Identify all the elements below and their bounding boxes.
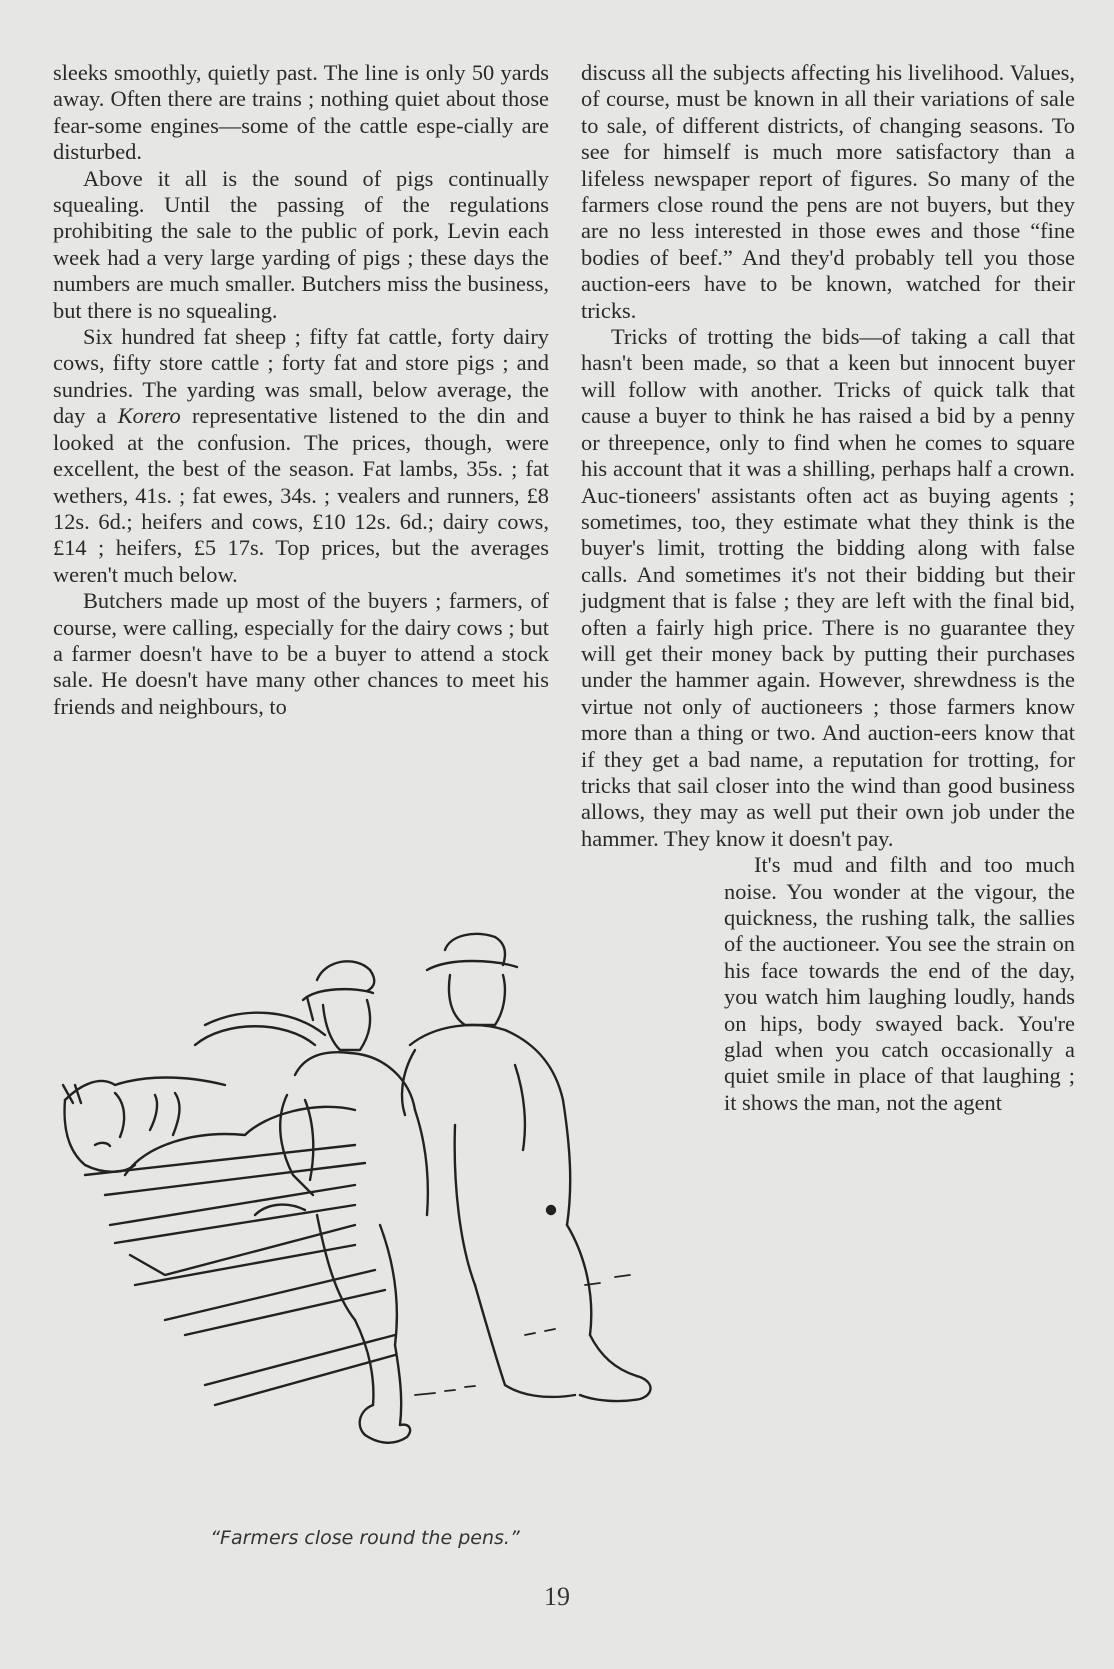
paragraph-prices	[53, 324, 549, 588]
paragraph: discuss all the subjects affecting his livelihood. Values, of course, must be known in all their variations of sale to sale, of different districts, of changing seasons. To see for himself is much more satisfactory than a lifeless newspaper report of figures. So many of the farmers close round the pens are not buyers, but they are no less interested in those ewes and those “fine bodies of beef.” And they'd probably tell you those auction-eers have to be known, watched for their tricks.	[581, 60, 1075, 323]
illustration-farmers-at-pens	[55, 925, 695, 1515]
paragraph: Butchers made up most of the buyers ; farmers, of course, were calling, especially for the dairy cows ; but a farmer doesn't have to be a buyer to attend a stock sale. He doesn't have many other chances to meet his friends and neighbours, to	[53, 588, 549, 719]
page-number: 19	[544, 1582, 570, 1611]
paragraph: It's mud and filth and too much noise. You wonder at the vigour, the quickness, the rushing talk, the sallies of the auctioneer. You see the strain on his face towards the end of the day, you watch him laughing loudly, hands on hips, body swayed back. You're glad when you catch occasionally a quiet smile in place of that laughing ; it shows the man, not the agent	[724, 852, 1075, 1115]
paragraph: sleeks smoothly, quietly past. The line is only 50 yards away. Often there are trains ; nothing quiet about those fear-some engines—some of the cattle espe-cially are disturbed.	[53, 60, 549, 165]
paragraph-text: Six hundred fat sheep ; fifty fat cattle, forty dairy cows, fifty store cattle ; forty fat and store pigs ; and sundries. The yarding was small, below average, the day a	[53, 324, 549, 429]
paragraph: Above it all is the sound of pigs continually squealing. Until the passing of the regulations prohibiting the sale to the public of pork, Levin each week had a very large yarding of pigs ; these days the numbers are much smaller. Butchers miss the business, but there is no squealing.	[53, 165, 549, 323]
paragraph-text: representative listened to the din and looked at the confusion. The prices, though, were excellent, the best of the season. Fat lambs, 35s. ; fat wethers, 41s. ; fat ewes, 34s. ; vealers and runners, £8 12s. 6d.; heifers and cows, £10 12s. 6d.; dairy cows, £14 ; heifers, £5 17s. Top prices, but the averages weren't much below.	[53, 403, 549, 587]
illustration-caption: “Farmers close round the pens.”	[210, 1527, 520, 1549]
paragraph: Tricks of trotting the bids—of taking a call that hasn't been made, so that a keen but innocent buyer will follow with another. Tricks of quick talk that cause a buyer to think he has raised a bid by a penny or threepence, only to find when he comes to square his account that it was a shilling, perhaps half a crown. Auc-tioneers' assistants often act as buying agents ; sometimes, too, they estimate what they think is the buyer's limit, trotting the bidding along with false calls. And sometimes it's not their bidding but their judgment that is false ; they are left with the final bid, often a fairly high price. There is no guarantee they will get their money back by putting their purchases under the hammer again. However, shrewdness is the virtue not only of auctioneers ; those farmers know more than a thing or two. And auction-eers know that if they get a bad name, a reputation for trotting, for tricks that sail closer into the wind than good business allows, they may as well put their own job under the hammer. They know it doesn't pay.	[581, 324, 1075, 851]
publication-name: Korero	[117, 403, 181, 429]
left-column	[53, 60, 549, 720]
